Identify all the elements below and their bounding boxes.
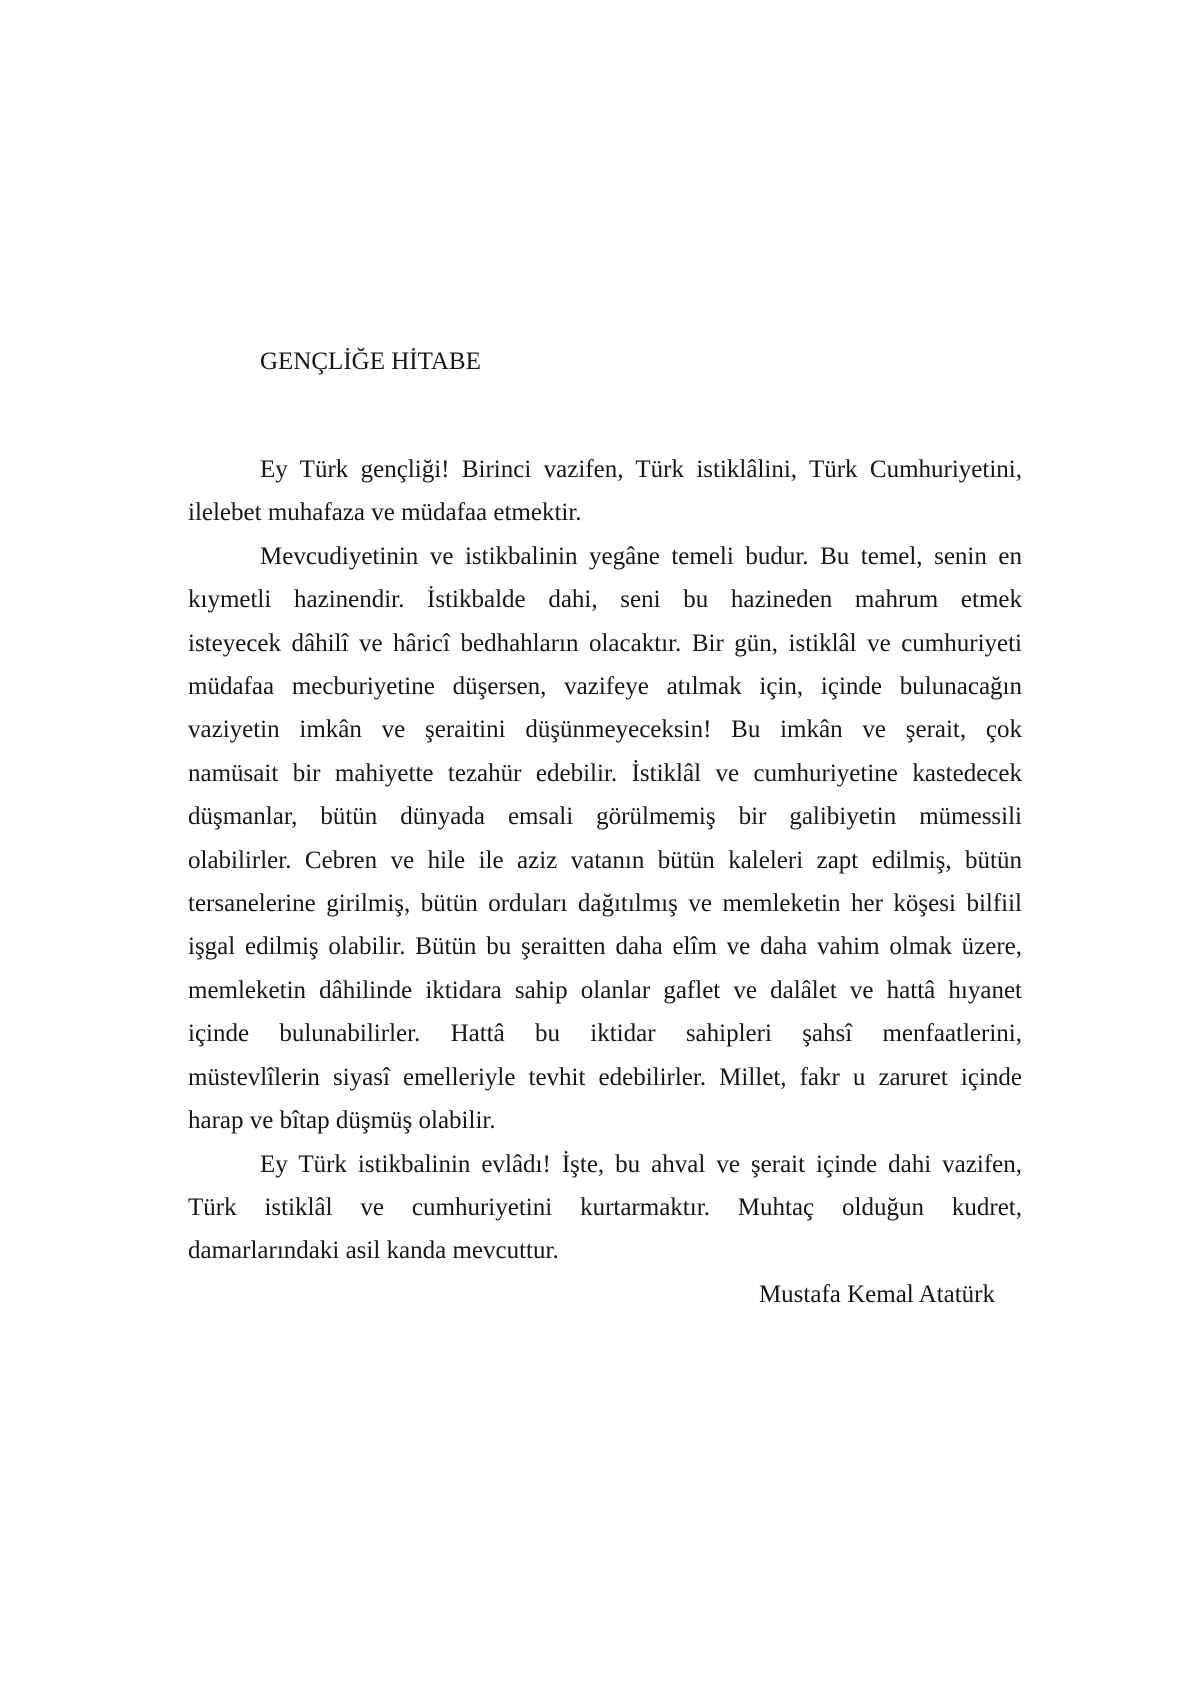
paragraph-3	[188, 1143, 1022, 1273]
text-line: Ey Türk gençliği! Birinci vazifen, Türk istiklâlini, Türk Cumhuriyetini,	[260, 456, 1022, 483]
text-line: ilelebet muhafaza ve müdafaa etmektir.	[188, 499, 582, 527]
text-line: olabilirler. Cebren ve hile ile aziz vatanın bütün kaleleri zapt edilmiş, bütün	[188, 846, 1022, 874]
text-line: namüsait bir mahiyette tezahür edebilir. İstiklâl ve cumhuriyetine kastedecek	[188, 759, 1022, 787]
page-title: GENÇLİĞE HİTABE	[260, 348, 481, 375]
text-line: düşmanlar, bütün dünyada emsali görülmemiş bir galibiyetin mümessili	[188, 803, 1022, 831]
text-line: memleketin dâhilinde iktidara sahip olanlar gaflet ve dalâlet ve hattâ hıyanet	[188, 976, 1022, 1004]
text-block	[188, 340, 1022, 1316]
text-line: işgal edilmiş olabilir. Bütün bu şeraitten daha elîm ve daha vahim olmak üzere,	[188, 933, 1022, 961]
text-line: tersanelerine girilmiş, bütün orduları dağıtılmış ve memleketin her köşesi bilfiil	[188, 890, 1022, 918]
paragraph-2	[188, 535, 1022, 1143]
text-line: harap ve bîtap düşmüş olabilir.	[188, 1107, 496, 1135]
text-line: Ey Türk istikbalinin evlâdı! İşte, bu ahval ve şerait içinde dahi vazifen,	[260, 1150, 1022, 1178]
text-line: isteyecek dâhilî ve hâricî bedhahların olacaktır. Bir gün, istiklâl ve cumhuriyeti	[188, 629, 1022, 657]
text-line: Mevcudiyetinin ve istikbalinin yegâne temeli budur. Bu temel, senin en	[260, 542, 1022, 570]
paragraph-1	[188, 448, 1022, 535]
text-line: Türk istiklâl ve cumhuriyetini kurtarmaktır. Muhtaç olduğun kudret,	[188, 1193, 1022, 1221]
text-line: vaziyetin imkân ve şeraitini düşünmeyeceksin! Bu imkân ve şerait, çok	[188, 716, 1022, 744]
signature: Mustafa Kemal Atatürk	[758, 1280, 995, 1308]
text-line: damarlarındaki asil kanda mevcuttur.	[188, 1237, 559, 1265]
title-gap	[188, 383, 1022, 448]
text-line: müdafaa mecburiyetine düşersen, vazifeye atılmak için, içinde bulunacağın	[188, 673, 1022, 701]
text-line: içinde bulunabilirler. Hattâ bu iktidar sahipleri şahsî menfaatlerini,	[188, 1020, 1022, 1048]
text-line: kıymetli hazinendir. İstikbalde dahi, seni bu hazineden mahrum etmek	[188, 586, 1022, 614]
text-line: müstevlîlerin siyasî emelleriyle tevhit edebilirler. Millet, fakr u zaruret içinde	[188, 1063, 1022, 1091]
